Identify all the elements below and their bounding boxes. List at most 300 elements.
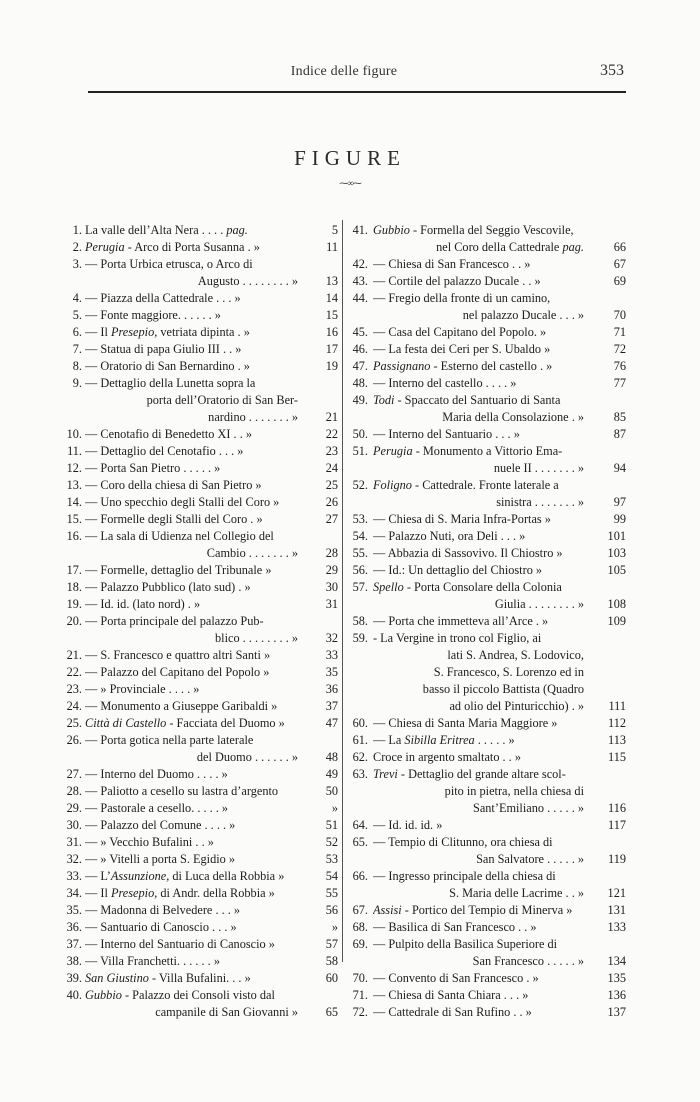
figure-caption — [418, 851, 584, 868]
caption-text: - Portico del Tempio di Minerva » — [401, 903, 573, 917]
caption-text: Croce in argento smaltato . . » — [373, 750, 521, 764]
figure-caption — [373, 715, 584, 732]
figure-caption — [373, 970, 584, 987]
caption-text: - Villa Bufalini. . . » — [148, 971, 251, 985]
figure-caption — [85, 987, 298, 1004]
figure-entry-line — [62, 885, 338, 902]
figure-caption — [373, 579, 584, 596]
figure-number: 8. — [72, 359, 82, 373]
caption-text: San Francesco . . . . . » — [472, 954, 584, 968]
caption-text: S. Maria delle Lacrime . . » — [449, 886, 584, 900]
page-reference: 112 — [608, 716, 626, 730]
figure-entry-line — [348, 273, 626, 290]
figure-entry — [62, 613, 338, 647]
caption-text: — Chiesa di Santa Maria Maggiore » — [373, 716, 558, 730]
figure-entry — [348, 562, 626, 579]
figure-caption — [85, 885, 298, 902]
page-reference: 15 — [325, 308, 338, 322]
figure-entry-line — [348, 222, 626, 239]
page-reference: 121 — [607, 886, 626, 900]
figure-entry-continuation — [348, 409, 626, 426]
italic-text: Gubbio — [373, 223, 410, 237]
caption-text: - Cattedrale. Fronte laterale a — [411, 478, 559, 492]
figure-number: 34. — [66, 886, 82, 900]
caption-text: campanile di San Giovanni » — [155, 1005, 298, 1019]
page-reference: 69 — [613, 274, 626, 288]
caption-text: — Interno del Santuario . . . » — [373, 427, 520, 441]
figure-entry — [62, 511, 338, 528]
figure-number: 58. — [352, 614, 368, 628]
caption-text: — Coro della chiesa di San Pietro » — [85, 478, 262, 492]
figure-entry-line — [62, 596, 338, 613]
figure-number: 62. — [352, 750, 368, 764]
figure-entry-line — [62, 834, 338, 851]
figure-entry-continuation — [348, 647, 626, 664]
figure-entry — [62, 460, 338, 477]
figure-entry-line — [62, 477, 338, 494]
caption-text: — Uno specchio degli Stalli del Coro » — [85, 495, 280, 509]
figure-entry — [62, 239, 338, 256]
italic-text: Gubbio — [85, 988, 122, 1002]
caption-text: Maria della Consolazione . » — [442, 410, 584, 424]
figure-entry — [62, 664, 338, 681]
figure-caption — [85, 902, 298, 919]
figure-caption — [418, 596, 584, 613]
figure-number: 18. — [66, 580, 82, 594]
italic-text: Assunzione, — [110, 869, 170, 883]
figure-entry-line — [348, 290, 626, 307]
figure-entry — [62, 222, 338, 239]
page-reference: 5 — [331, 223, 338, 237]
figure-entry — [348, 443, 626, 477]
figure-entry-line — [62, 698, 338, 715]
running-title: Indice delle figure — [290, 64, 398, 79]
figure-number: 63. — [352, 767, 368, 781]
figure-entry — [348, 256, 626, 273]
figure-number: 20. — [66, 614, 82, 628]
caption-text: basso il piccolo Battista (Quadro — [422, 682, 584, 696]
figure-caption — [85, 579, 298, 596]
figure-entry-continuation — [348, 953, 626, 970]
page-reference: 76 — [613, 359, 626, 373]
caption-text: — Fonte maggiore. . . . . . » — [85, 308, 221, 322]
caption-text: — Formelle degli Stalli del Coro . » — [85, 512, 263, 526]
figure-entry-line — [348, 358, 626, 375]
section-title: FIGURE — [294, 146, 406, 170]
figure-entry-line — [62, 239, 338, 256]
figure-entry-line — [348, 426, 626, 443]
figure-entry-line — [62, 919, 338, 936]
figure-entry — [348, 545, 626, 562]
figure-caption — [373, 936, 584, 953]
figure-entry — [62, 902, 338, 919]
page-reference: 24 — [325, 461, 338, 475]
figure-caption — [373, 273, 584, 290]
figure-entry — [62, 579, 338, 596]
caption-text: sinistra . . . . . . . » — [496, 495, 584, 509]
figure-number: 9. — [72, 376, 82, 390]
caption-text: - Dettaglio del grande altare scol- — [397, 767, 566, 781]
figure-entry-line — [348, 375, 626, 392]
figure-number: 27. — [66, 767, 82, 781]
figure-entry-line — [348, 936, 626, 953]
figure-entry — [62, 596, 338, 613]
italic-text: San Giustino — [85, 971, 149, 985]
figure-entry — [348, 987, 626, 1004]
caption-text: — Formelle, dettaglio del Tribunale » — [85, 563, 272, 577]
page-reference: 111 — [608, 699, 626, 713]
figure-entry-line — [62, 647, 338, 664]
figure-number: 45. — [352, 325, 368, 339]
page-reference: 134 — [607, 954, 626, 968]
page-reference: 136 — [607, 988, 626, 1002]
figure-caption — [85, 681, 298, 698]
page-reference: 11 — [326, 240, 338, 254]
figure-number: 30. — [66, 818, 82, 832]
figure-caption — [373, 630, 584, 647]
figure-entry-line — [62, 562, 338, 579]
page-reference: 60 — [325, 971, 338, 985]
figure-entry-line — [348, 1004, 626, 1021]
figure-entry-continuation — [348, 664, 626, 681]
figure-list-left-column — [62, 222, 338, 1021]
figure-entry — [348, 579, 626, 613]
figure-caption — [373, 324, 584, 341]
figure-caption — [85, 834, 298, 851]
figure-entry-line — [62, 681, 338, 698]
figure-number: 51. — [352, 444, 368, 458]
caption-text: — Palazzo Nuti, ora Deli . . . » — [373, 529, 526, 543]
figure-caption — [85, 324, 298, 341]
figure-number: 31. — [66, 835, 82, 849]
page-reference: 117 — [608, 818, 626, 832]
caption-text: — Cattedrale di San Rufino . . » — [373, 1005, 532, 1019]
figure-number: 67. — [352, 903, 368, 917]
figure-number: 21. — [66, 648, 82, 662]
figure-entry — [62, 358, 338, 375]
caption-text: — Id. id. id. » — [373, 818, 443, 832]
figure-entry — [348, 630, 626, 715]
figure-caption — [85, 443, 298, 460]
figure-entry-line — [62, 324, 338, 341]
figure-entry-line — [348, 834, 626, 851]
figure-number: 32. — [66, 852, 82, 866]
caption-text: — Id. id. (lato nord) . » — [85, 597, 201, 611]
figure-entry-line — [62, 800, 338, 817]
figure-number: 42. — [352, 257, 368, 271]
figure-entry-line — [62, 936, 338, 953]
figure-entry-line — [348, 732, 626, 749]
caption-text: di Luca della Robbia » — [169, 869, 285, 883]
figure-caption — [85, 375, 298, 392]
italic-text: Città di Castello — [85, 716, 167, 730]
figure-number: 28. — [66, 784, 82, 798]
running-head — [84, 62, 624, 86]
figure-entry — [62, 290, 338, 307]
figure-entry — [348, 868, 626, 902]
figure-entry — [62, 936, 338, 953]
figure-number: 70. — [352, 971, 368, 985]
figure-list-right-column — [348, 222, 626, 1021]
figure-entry — [62, 443, 338, 460]
caption-text: — Palazzo del Comune . . . . » — [85, 818, 236, 832]
page-reference: 105 — [607, 563, 626, 577]
figure-entry-line — [62, 290, 338, 307]
figure-number: 71. — [352, 988, 368, 1002]
caption-text: — » Provinciale . . . . » — [85, 682, 200, 696]
caption-text: San Salvatore . . . . . » — [476, 852, 584, 866]
page-reference: 65 — [325, 1005, 338, 1019]
figure-number: 60. — [352, 716, 368, 730]
figure-caption — [85, 358, 298, 375]
figure-entry-continuation — [348, 800, 626, 817]
caption-text: — Madonna di Belvedere . . . » — [85, 903, 241, 917]
page-reference: 56 — [325, 903, 338, 917]
page-reference: 54 — [325, 869, 338, 883]
figure-entry-line — [348, 511, 626, 528]
figure-caption — [85, 783, 298, 800]
figure-entry — [348, 324, 626, 341]
figure-number: 2. — [72, 240, 82, 254]
caption-text: - Palazzo dei Consoli visto dal — [121, 988, 275, 1002]
figure-number: 10. — [66, 427, 82, 441]
page-reference: 29 — [325, 563, 338, 577]
caption-text: S. Francesco, S. Lorenzo ed in — [433, 665, 584, 679]
figure-entry-line — [348, 545, 626, 562]
figure-number: 23. — [66, 682, 82, 696]
page-reference: 97 — [613, 495, 626, 509]
figure-entry-line — [62, 256, 338, 273]
figure-entry — [62, 868, 338, 885]
caption-text: — Casa del Capitano del Popolo. » — [373, 325, 547, 339]
figure-entry-continuation — [348, 783, 626, 800]
caption-text: — Porta che immetteva all’Arce . » — [373, 614, 549, 628]
caption-text: — » Vecchio Bufalini . . » — [85, 835, 214, 849]
figure-caption — [373, 477, 584, 494]
caption-text: - Formella del Seggio Vescovile, — [409, 223, 574, 237]
figure-entry-line — [62, 222, 338, 239]
figure-entry-line — [348, 970, 626, 987]
page-reference: 85 — [613, 410, 626, 424]
figure-entry — [348, 715, 626, 732]
italic-text: Perugia — [373, 444, 413, 458]
figure-entry — [348, 273, 626, 290]
figure-number: 33. — [66, 869, 82, 883]
page-reference: 101 — [607, 529, 626, 543]
page-reference: 137 — [607, 1005, 626, 1019]
page-reference: 55 — [325, 886, 338, 900]
figure-entry — [62, 715, 338, 732]
figure-entry-continuation — [62, 392, 338, 409]
figure-entry-line — [62, 528, 338, 545]
figure-caption — [373, 256, 584, 273]
caption-text: — Piazza della Cattedrale . . . » — [85, 291, 241, 305]
figure-entry — [348, 766, 626, 817]
figure-entry-line — [62, 460, 338, 477]
page-reference: 17 — [325, 342, 338, 356]
caption-text: — Ingresso principale della chiesa di — [373, 869, 556, 883]
figure-number: 3. — [72, 257, 82, 271]
caption-text: — Paliotto a cesello su lastra d’argento — [85, 784, 279, 798]
caption-text: — Chiesa di San Francesco . . » — [373, 257, 531, 271]
figure-caption — [418, 953, 584, 970]
page-reference: 116 — [608, 801, 626, 815]
caption-text: porta dell’Oratorio di San Ber- — [146, 393, 298, 407]
figure-entry-line — [348, 613, 626, 630]
caption-text: pito in pietra, nella chiesa di — [444, 784, 584, 798]
page-reference: 22 — [325, 427, 338, 441]
figure-entry — [348, 358, 626, 375]
figure-caption — [373, 511, 584, 528]
caption-text: — La — [373, 733, 405, 747]
figure-entry — [348, 528, 626, 545]
figure-caption — [418, 307, 584, 324]
caption-text: La valle dell’Alta Nera . . . . — [85, 223, 227, 237]
figure-number: 41. — [352, 223, 368, 237]
figure-caption — [85, 477, 298, 494]
figure-entry-line — [62, 715, 338, 732]
page-reference: 57 — [325, 937, 338, 951]
caption-text: — Statua di papa Giulio III . . » — [85, 342, 242, 356]
figure-caption — [418, 681, 584, 698]
figure-entry — [348, 392, 626, 426]
caption-text: — Villa Franchetti. . . . . . » — [85, 954, 220, 968]
figure-entry-line — [62, 953, 338, 970]
italic-text: Todi — [373, 393, 395, 407]
figure-number: 68. — [352, 920, 368, 934]
figure-caption — [107, 630, 298, 647]
figure-entry — [348, 936, 626, 970]
figure-number: 66. — [352, 869, 368, 883]
figure-caption — [85, 800, 298, 817]
figure-caption — [373, 426, 584, 443]
figure-caption — [85, 511, 298, 528]
page-reference: 67 — [613, 257, 626, 271]
figure-number: 46. — [352, 342, 368, 356]
figure-entry-line — [348, 528, 626, 545]
figure-entry-line — [348, 477, 626, 494]
figure-entry-line — [348, 902, 626, 919]
figure-entry — [348, 1004, 626, 1021]
caption-text: — Dettaglio della Lunetta sopra la — [85, 376, 256, 390]
caption-text: — La festa dei Ceri per S. Ubaldo » — [373, 342, 551, 356]
page-reference: 135 — [607, 971, 626, 985]
figure-number: 11. — [67, 444, 82, 458]
figure-caption — [85, 239, 298, 256]
caption-text: nel palazzo Ducale . . . » — [462, 308, 584, 322]
figure-number: 19. — [66, 597, 82, 611]
figure-caption — [85, 596, 298, 613]
figure-number: 1. — [72, 223, 82, 237]
figure-entry — [348, 341, 626, 358]
figure-caption — [418, 800, 584, 817]
figure-entry-line — [348, 443, 626, 460]
figure-entry-line — [62, 307, 338, 324]
column-separator — [342, 220, 343, 962]
figure-caption — [418, 460, 584, 477]
page-reference: 21 — [325, 410, 338, 424]
caption-text: — Dettaglio del Cenotafio . . . » — [85, 444, 244, 458]
figure-entry — [62, 970, 338, 987]
figure-number: 57. — [352, 580, 368, 594]
figure-entry-line — [348, 868, 626, 885]
page-reference: » — [331, 920, 338, 934]
figure-caption — [85, 953, 298, 970]
figure-caption — [373, 834, 584, 851]
page-reference: 19 — [325, 359, 338, 373]
figure-entry — [62, 817, 338, 834]
figure-entry — [62, 766, 338, 783]
caption-text: — Il — [85, 325, 111, 339]
page-reference: 58 — [325, 954, 338, 968]
figure-caption — [373, 562, 584, 579]
caption-text: - Esterno del castello . » — [430, 359, 553, 373]
page-reference: 32 — [325, 631, 338, 645]
page-reference: 113 — [608, 733, 626, 747]
figure-entry — [348, 919, 626, 936]
caption-text: — Porta principale del palazzo Pub- — [85, 614, 264, 628]
figure-caption — [373, 375, 584, 392]
figure-entry — [62, 375, 338, 426]
figure-caption — [85, 715, 298, 732]
caption-text: lati S. Andrea, S. Lodovico, — [447, 648, 584, 662]
figure-entry-continuation — [62, 273, 338, 290]
figure-caption — [373, 341, 584, 358]
figure-number: 61. — [352, 733, 368, 747]
figure-entry-line — [348, 987, 626, 1004]
figure-number: 36. — [66, 920, 82, 934]
caption-text: — Interno del Santuario di Canoscio » — [85, 937, 275, 951]
figure-entry-line — [62, 766, 338, 783]
figure-caption — [373, 732, 584, 749]
figure-number: 52. — [352, 478, 368, 492]
figure-number: 55. — [352, 546, 368, 560]
caption-text: — La sala di Udienza nel Collegio del — [85, 529, 274, 543]
italic-text: Trevi — [373, 767, 398, 781]
figure-entry — [348, 290, 626, 324]
caption-text: — Pastorale a cesello. . . . . » — [85, 801, 229, 815]
figure-caption — [418, 494, 584, 511]
figure-caption — [107, 409, 298, 426]
figure-caption — [107, 1004, 298, 1021]
page-reference: 23 — [325, 444, 338, 458]
caption-text: Giulia . . . . . . . . » — [494, 597, 584, 611]
figure-number: 72. — [352, 1005, 368, 1019]
figure-number: 50. — [352, 427, 368, 441]
figure-caption — [373, 749, 584, 766]
page-reference: 51 — [325, 818, 338, 832]
figure-entry-continuation — [348, 494, 626, 511]
figure-caption — [85, 307, 298, 324]
caption-text: — Abbazia di Sassovivo. Il Chiostro » — [373, 546, 563, 560]
figure-caption — [373, 358, 584, 375]
figure-caption — [85, 817, 298, 834]
figure-caption — [85, 732, 298, 749]
figure-number: 69. — [352, 937, 368, 951]
figure-entry — [62, 698, 338, 715]
figure-entry-continuation — [62, 630, 338, 647]
figure-caption — [85, 919, 298, 936]
figure-entry-line — [62, 494, 338, 511]
page-reference: 13 — [325, 274, 338, 288]
figure-caption — [107, 545, 298, 562]
figure-caption — [85, 290, 298, 307]
page-reference: 53 — [325, 852, 338, 866]
figure-entry-continuation — [62, 545, 338, 562]
figure-entry-line — [348, 341, 626, 358]
figure-entry-line — [62, 970, 338, 987]
italic-text: Spello — [373, 580, 404, 594]
